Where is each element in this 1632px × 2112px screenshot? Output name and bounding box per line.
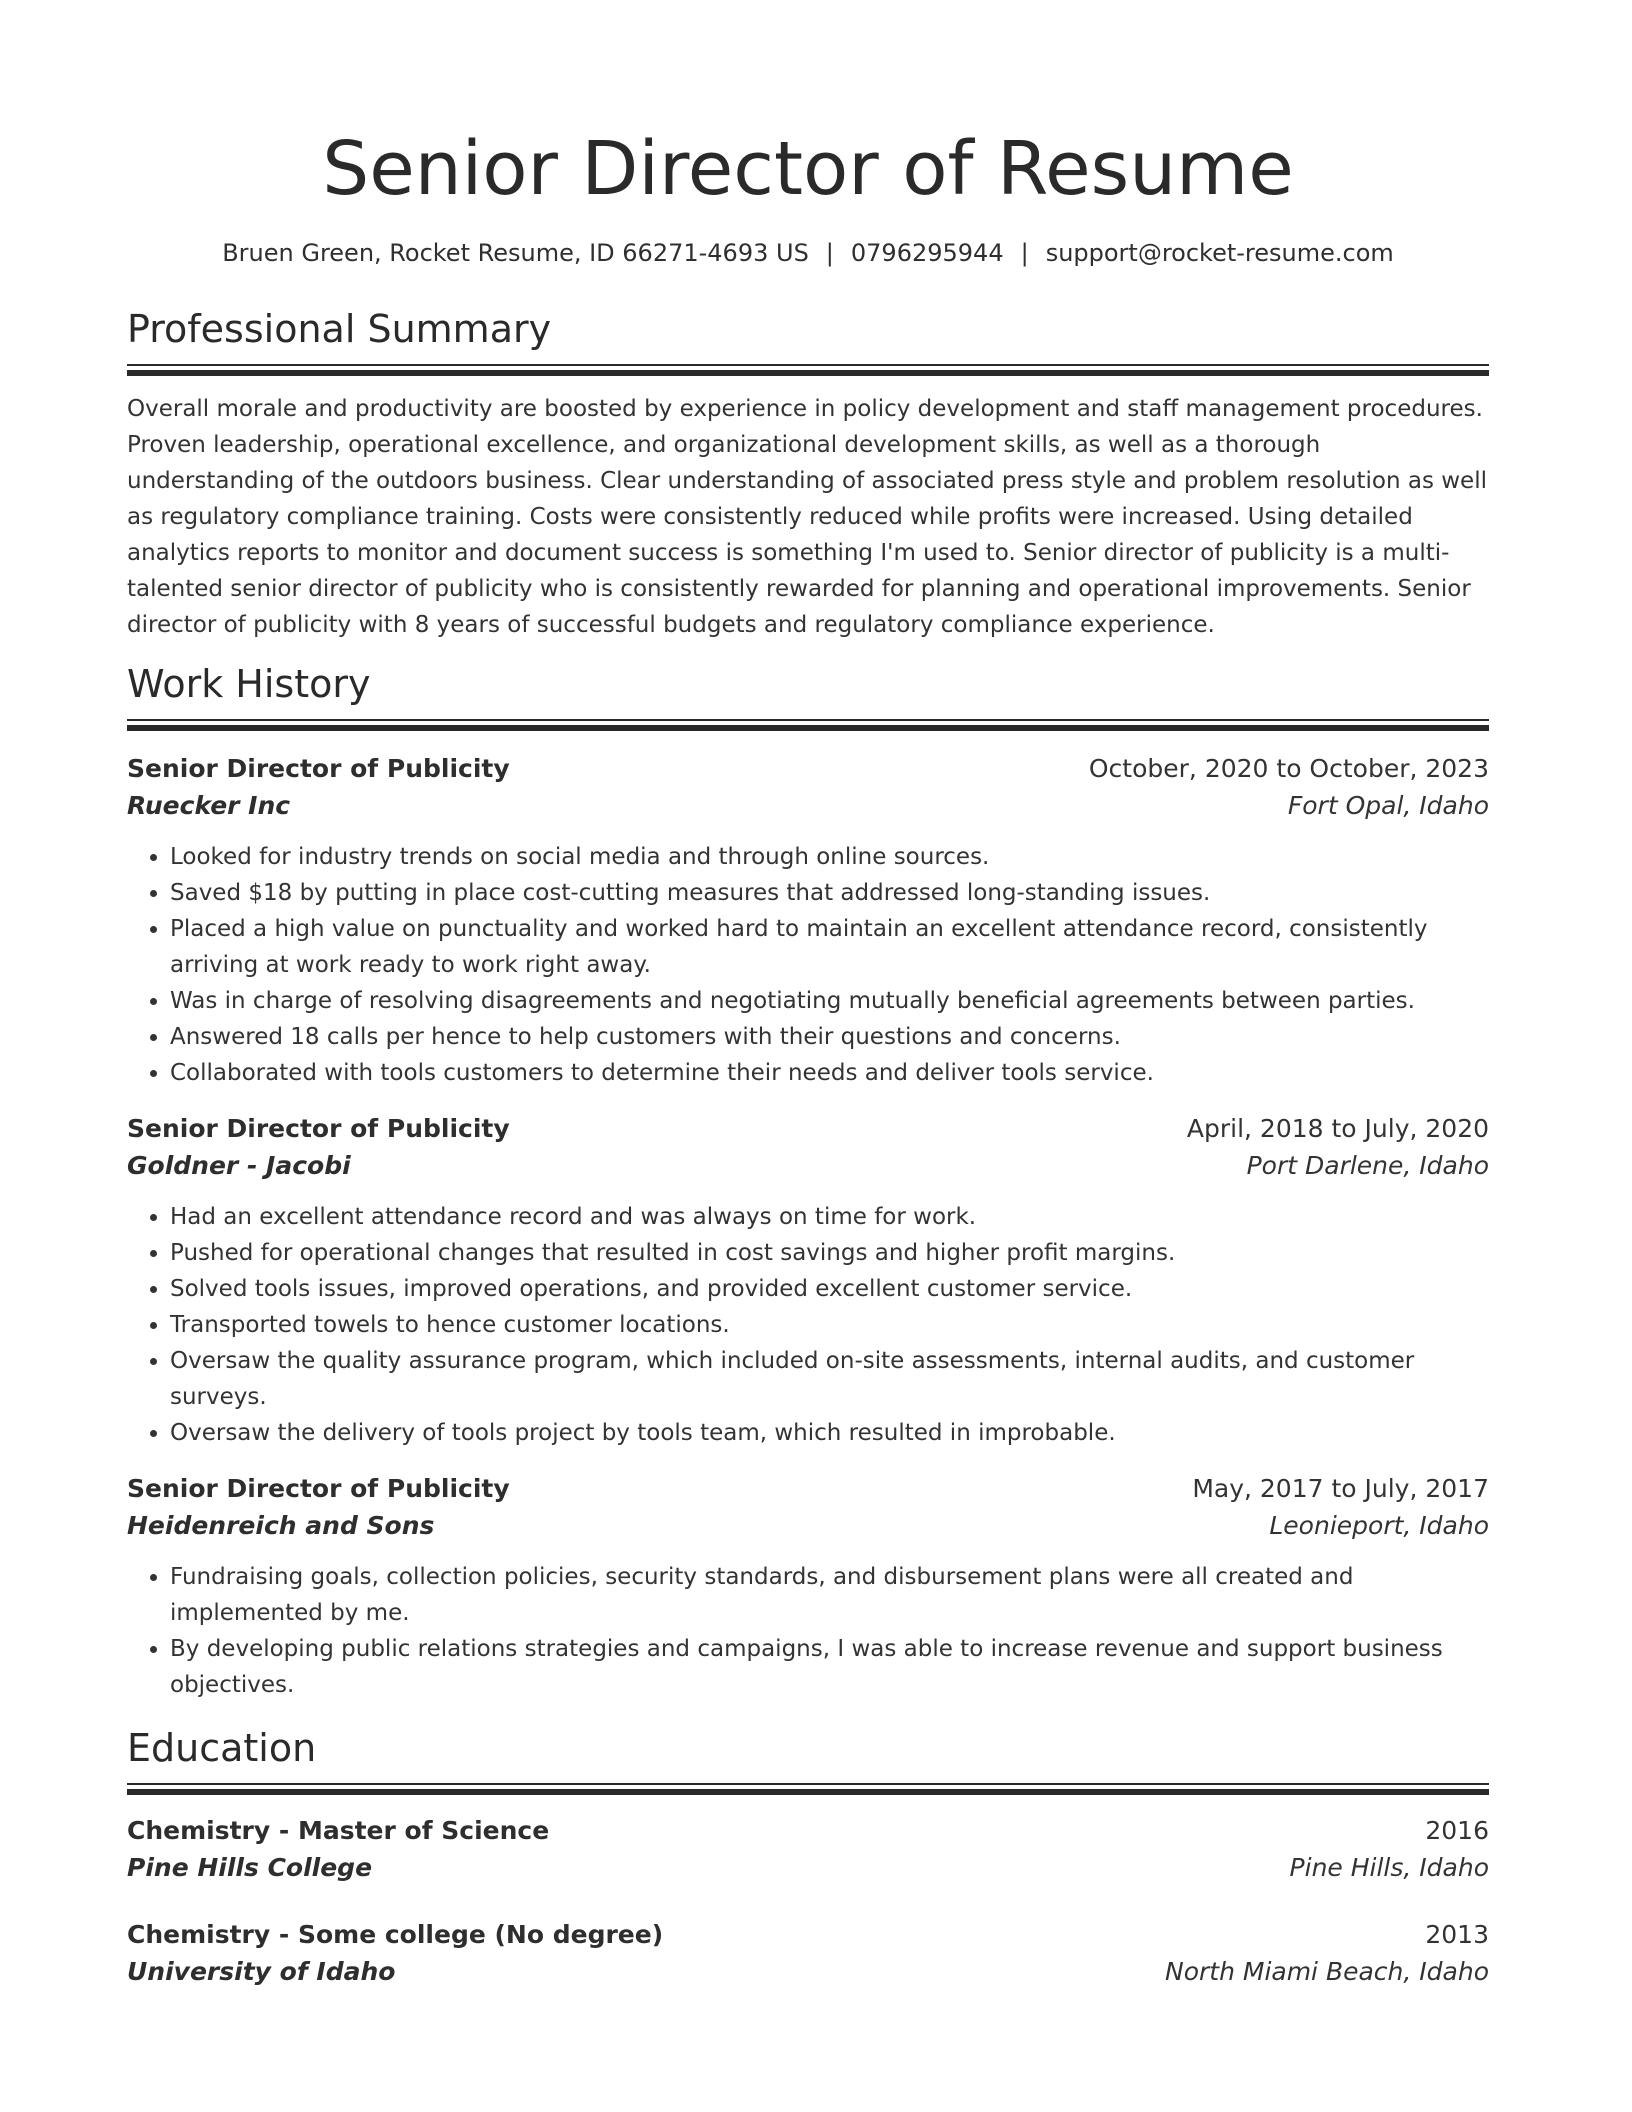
education-section — [127, 1723, 1489, 1991]
job-entry — [127, 751, 1489, 1091]
section-divider — [127, 364, 1489, 376]
degree: Chemistry - Master of Science — [127, 1816, 550, 1845]
job-bullet: • Fundraising goals, collection policies, security standards, and disbursement plans were all created and implemented by me. — [170, 1559, 1489, 1631]
contact-address: Bruen Green, Rocket Resume, ID 66271-4693 US — [222, 239, 809, 267]
contact-email: support@rocket-resume.com — [1045, 239, 1394, 267]
job-bullet: • Collaborated with tools customers to determine their needs and deliver tools service. — [170, 1055, 1489, 1091]
job-title: Senior Director of Publicity — [127, 1114, 510, 1143]
job-title: Senior Director of Publicity — [127, 1474, 510, 1503]
job-bullet: • Oversaw the delivery of tools project by tools team, which resulted in improbable. — [170, 1415, 1489, 1451]
school-location: North Miami Beach, Idaho — [1165, 1957, 1489, 1986]
section-title: Work History — [127, 662, 371, 706]
job-title: Senior Director of Publicity — [127, 754, 510, 783]
job-dates: April, 2018 to July, 2020 — [1186, 1114, 1489, 1143]
section-divider — [127, 719, 1489, 731]
work-history-section — [127, 659, 1489, 1703]
section-divider — [127, 1783, 1489, 1795]
job-bullet: • Pushed for operational changes that resulted in cost savings and higher profit margins. — [170, 1235, 1489, 1271]
job-bullet: • Answered 18 calls per hence to help customers with their questions and concerns. — [170, 1019, 1489, 1055]
job-dates: October, 2020 to October, 2023 — [1088, 754, 1489, 783]
section-title: Professional Summary — [127, 307, 552, 351]
education-entry — [127, 1813, 1489, 1887]
job-bullet: • Saved $18 by putting in place cost-cutting measures that addressed long-standing issues. — [170, 875, 1489, 911]
job-bullet: • Solved tools issues, improved operations, and provided excellent customer service. — [170, 1271, 1489, 1307]
graduation-year: 2016 — [1425, 1816, 1489, 1845]
job-bullets — [127, 1559, 1489, 1703]
job-bullet: • Looked for industry trends on social media and through online sources. — [170, 839, 1489, 875]
job-location: Fort Opal, Idaho — [1287, 791, 1489, 820]
company-name: Goldner - Jacobi — [127, 1151, 351, 1180]
job-entry — [127, 1471, 1489, 1703]
school-name: Pine Hills College — [127, 1853, 373, 1882]
job-location: Port Darlene, Idaho — [1246, 1151, 1489, 1180]
job-bullets — [127, 1199, 1489, 1451]
school-name: University of Idaho — [127, 1957, 396, 1986]
professional-summary-section — [127, 304, 1489, 643]
summary-text: Overall morale and productivity are boosted by experience in policy development and staff management procedures. Proven leadership, operational excellence, and organizational development skills, as well as a thorough understanding of the outdoors business. Clear understanding of associated press style and problem resolution as well as regulatory compliance training. Costs were consistently reduced while profits were increased. Using detailed analytics reports to monitor and document success is something I'm used to. Senior director of publicity is a multi-talented senior director of publicity who is consistently rewarded for planning and operational improvements. Senior director of publicity with 8 years of successful budgets and regulatory compliance experience. — [127, 396, 1487, 638]
section-title: Education — [127, 1726, 317, 1770]
contact-separator: | — [825, 239, 834, 267]
company-name: Ruecker Inc — [127, 791, 291, 820]
job-bullet: • Transported towels to hence customer locations. — [170, 1307, 1489, 1343]
job-location: Leonieport, Idaho — [1269, 1511, 1489, 1540]
education-entry — [127, 1917, 1489, 1991]
contact-line — [127, 236, 1489, 270]
resume-page — [127, 0, 1489, 1991]
degree: Chemistry - Some college (No degree) — [127, 1920, 664, 1949]
job-bullet: • Oversaw the quality assurance program, which included on-site assessments, internal audits, and customer surveys. — [170, 1343, 1489, 1415]
job-bullet: • Was in charge of resolving disagreements and negotiating mutually beneficial agreements between parties. — [170, 983, 1489, 1019]
job-bullets — [127, 839, 1489, 1091]
contact-phone: 0796295944 — [850, 239, 1004, 267]
job-bullet: • Had an excellent attendance record and was always on time for work. — [170, 1199, 1489, 1235]
school-location: Pine Hills, Idaho — [1289, 1853, 1489, 1882]
job-bullet: • Placed a high value on punctuality and worked hard to maintain an excellent attendance record, consistently arriving at work ready to work right away. — [170, 911, 1489, 983]
graduation-year: 2013 — [1425, 1920, 1489, 1949]
job-bullet: • By developing public relations strategies and campaigns, I was able to increase revenue and support business objectives. — [170, 1631, 1489, 1703]
company-name: Heidenreich and Sons — [127, 1511, 435, 1540]
job-dates: May, 2017 to July, 2017 — [1192, 1474, 1489, 1503]
contact-separator: | — [1020, 239, 1029, 267]
resume-name: Senior Director of Resume — [322, 126, 1294, 212]
job-entry — [127, 1111, 1489, 1451]
